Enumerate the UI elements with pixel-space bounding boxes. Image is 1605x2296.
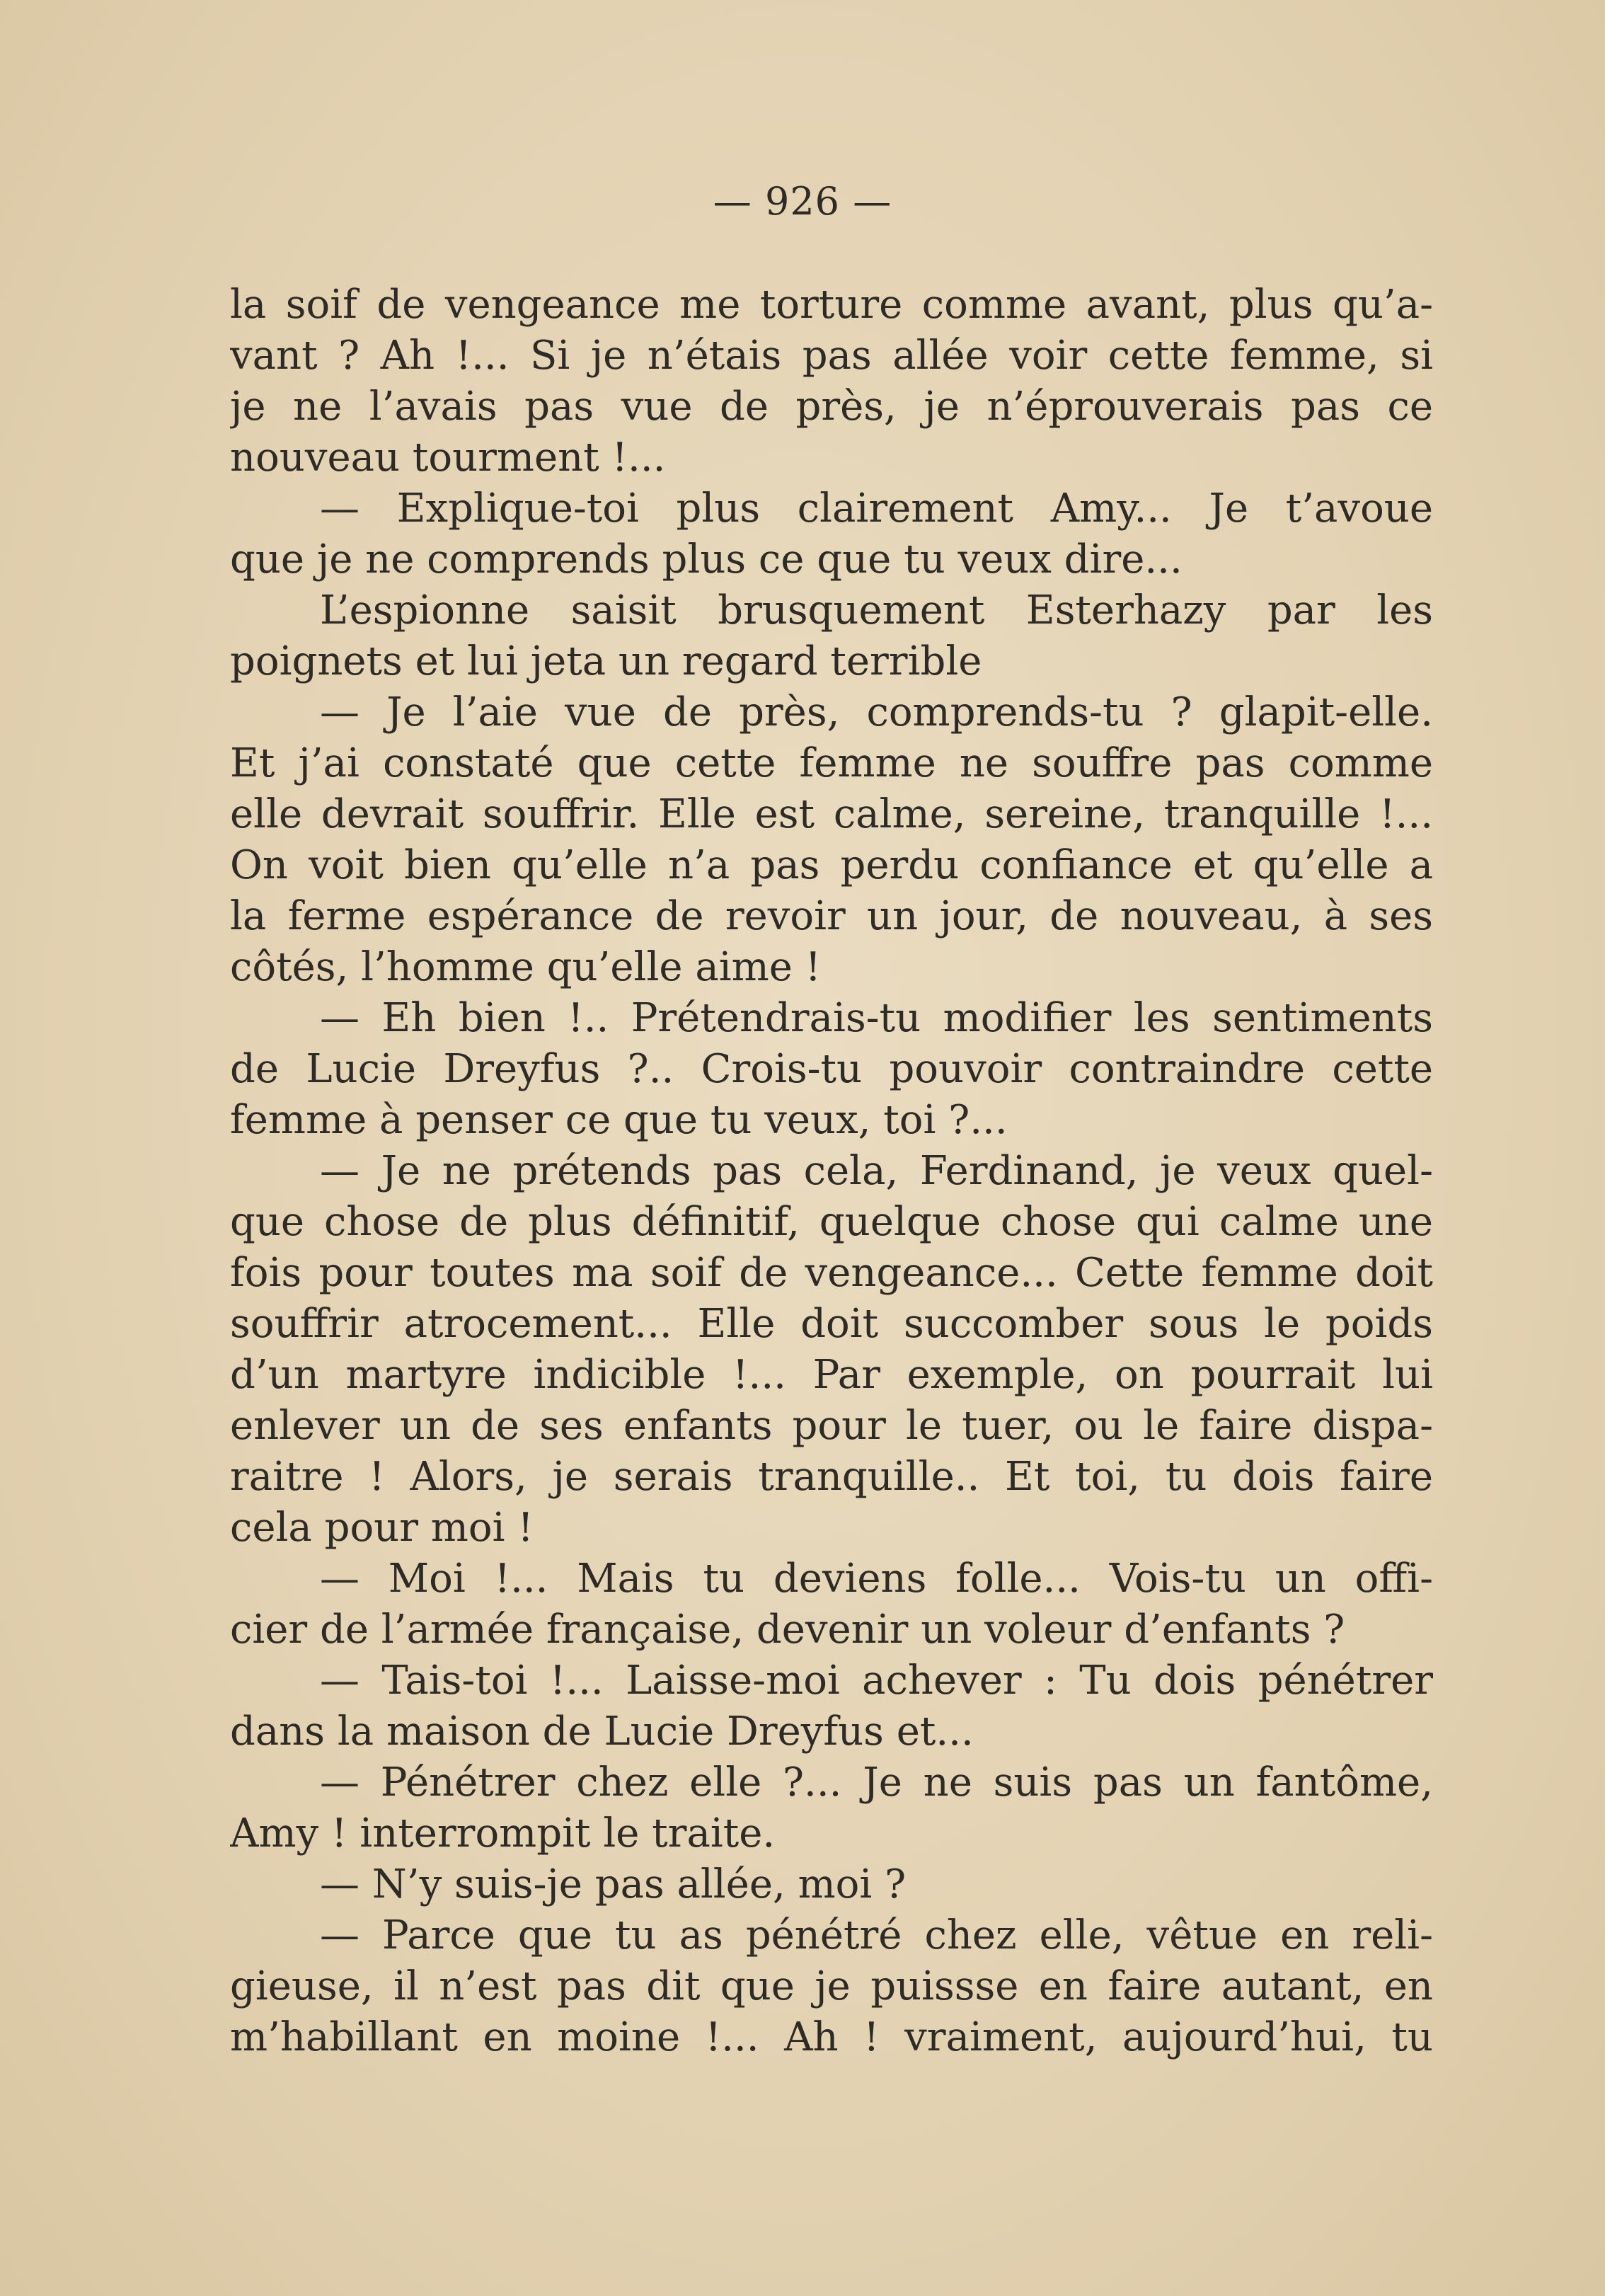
text-line: cela pour moi !	[230, 1505, 534, 1551]
text-line: — Explique-toi plus clairement Amy... Je t’avoue	[320, 486, 1433, 532]
text-line: L’espionne saisit brusquement Esterhazy par les	[320, 587, 1433, 633]
text-line: — Moi !... Mais tu deviens folle... Vois-tu un offi-	[320, 1556, 1433, 1602]
text-line: enlever un de ses enfants pour le tuer, ou le faire dispa-	[230, 1403, 1433, 1449]
text-line: — Eh bien !.. Prétendrais-tu modifier les sentiments	[320, 995, 1433, 1041]
text-line: m’habillant en moine !... Ah ! vraiment, aujourd’hui, tu	[230, 2014, 1433, 2060]
page-number: — 926 —	[713, 179, 892, 224]
text-line: que chose de plus définitif, quelque chose qui calme une	[230, 1199, 1433, 1245]
body-text	[230, 280, 1433, 2063]
text-line: femme à penser ce que tu veux, toi ?...	[230, 1097, 1008, 1143]
text-line: d’un martyre indicible !... Par exemple, on pourrait lui	[230, 1352, 1433, 1398]
text-line: — Tais-toi !... Laisse-moi achever : Tu dois pénétrer	[320, 1658, 1433, 1704]
text-line: côtés, l’homme qu’elle aime !	[230, 944, 822, 990]
text-line: nouveau tourment !...	[230, 435, 666, 481]
text-line: vant ? Ah !... Si je n’étais pas allée voir cette femme, si	[230, 333, 1433, 379]
text-line: — Je ne prétends pas cela, Ferdinand, je veux quel-	[320, 1148, 1433, 1194]
text-line: poignets et lui jeta un regard terrible	[230, 638, 982, 684]
text-line: — Parce que tu as pénétré chez elle, vêtue en reli-	[320, 1912, 1433, 1958]
text-line: On voit bien qu’elle n’a pas perdu confiance et qu’elle a	[230, 842, 1433, 888]
text-line: gieuse, il n’est pas dit que je puissse en faire autant, en	[230, 1963, 1433, 2009]
text-line: Amy ! interrompit le traite.	[230, 1810, 776, 1856]
text-line: souffrir atrocement... Elle doit succomber sous le poids	[230, 1301, 1433, 1347]
text-line: la soif de vengeance me torture comme avant, plus qu’a-	[230, 282, 1433, 328]
text-line: que je ne comprends plus ce que tu veux dire...	[230, 536, 1183, 582]
text-line: cier de l’armée française, devenir un voleur d’enfants ?	[230, 1607, 1345, 1653]
text-line: raitre ! Alors, je serais tranquille.. Et toi, tu dois faire	[230, 1454, 1433, 1500]
text-line: dans la maison de Lucie Dreyfus et...	[230, 1709, 974, 1755]
text-line: de Lucie Dreyfus ?.. Crois-tu pouvoir contraindre cette	[230, 1046, 1433, 1092]
text-line: la ferme espérance de revoir un jour, de nouveau, à ses	[230, 893, 1433, 939]
text-line: Et j’ai constaté que cette femme ne souffre pas comme	[230, 740, 1433, 786]
text-line: — Pénétrer chez elle ?... Je ne suis pas un fantôme,	[320, 1760, 1433, 1806]
text-line: — Je l’aie vue de près, comprends-tu ? glapit-elle.	[320, 689, 1433, 735]
text-line: je ne l’avais pas vue de près, je n’éprouverais pas ce	[230, 384, 1433, 430]
text-line: fois pour toutes ma soif de vengeance... Cette femme doit	[230, 1250, 1433, 1296]
text-line: elle devrait souffrir. Elle est calme, sereine, tranquille !...	[230, 791, 1433, 837]
text-line: — N’y suis-je pas allée, moi ?	[320, 1861, 907, 1907]
